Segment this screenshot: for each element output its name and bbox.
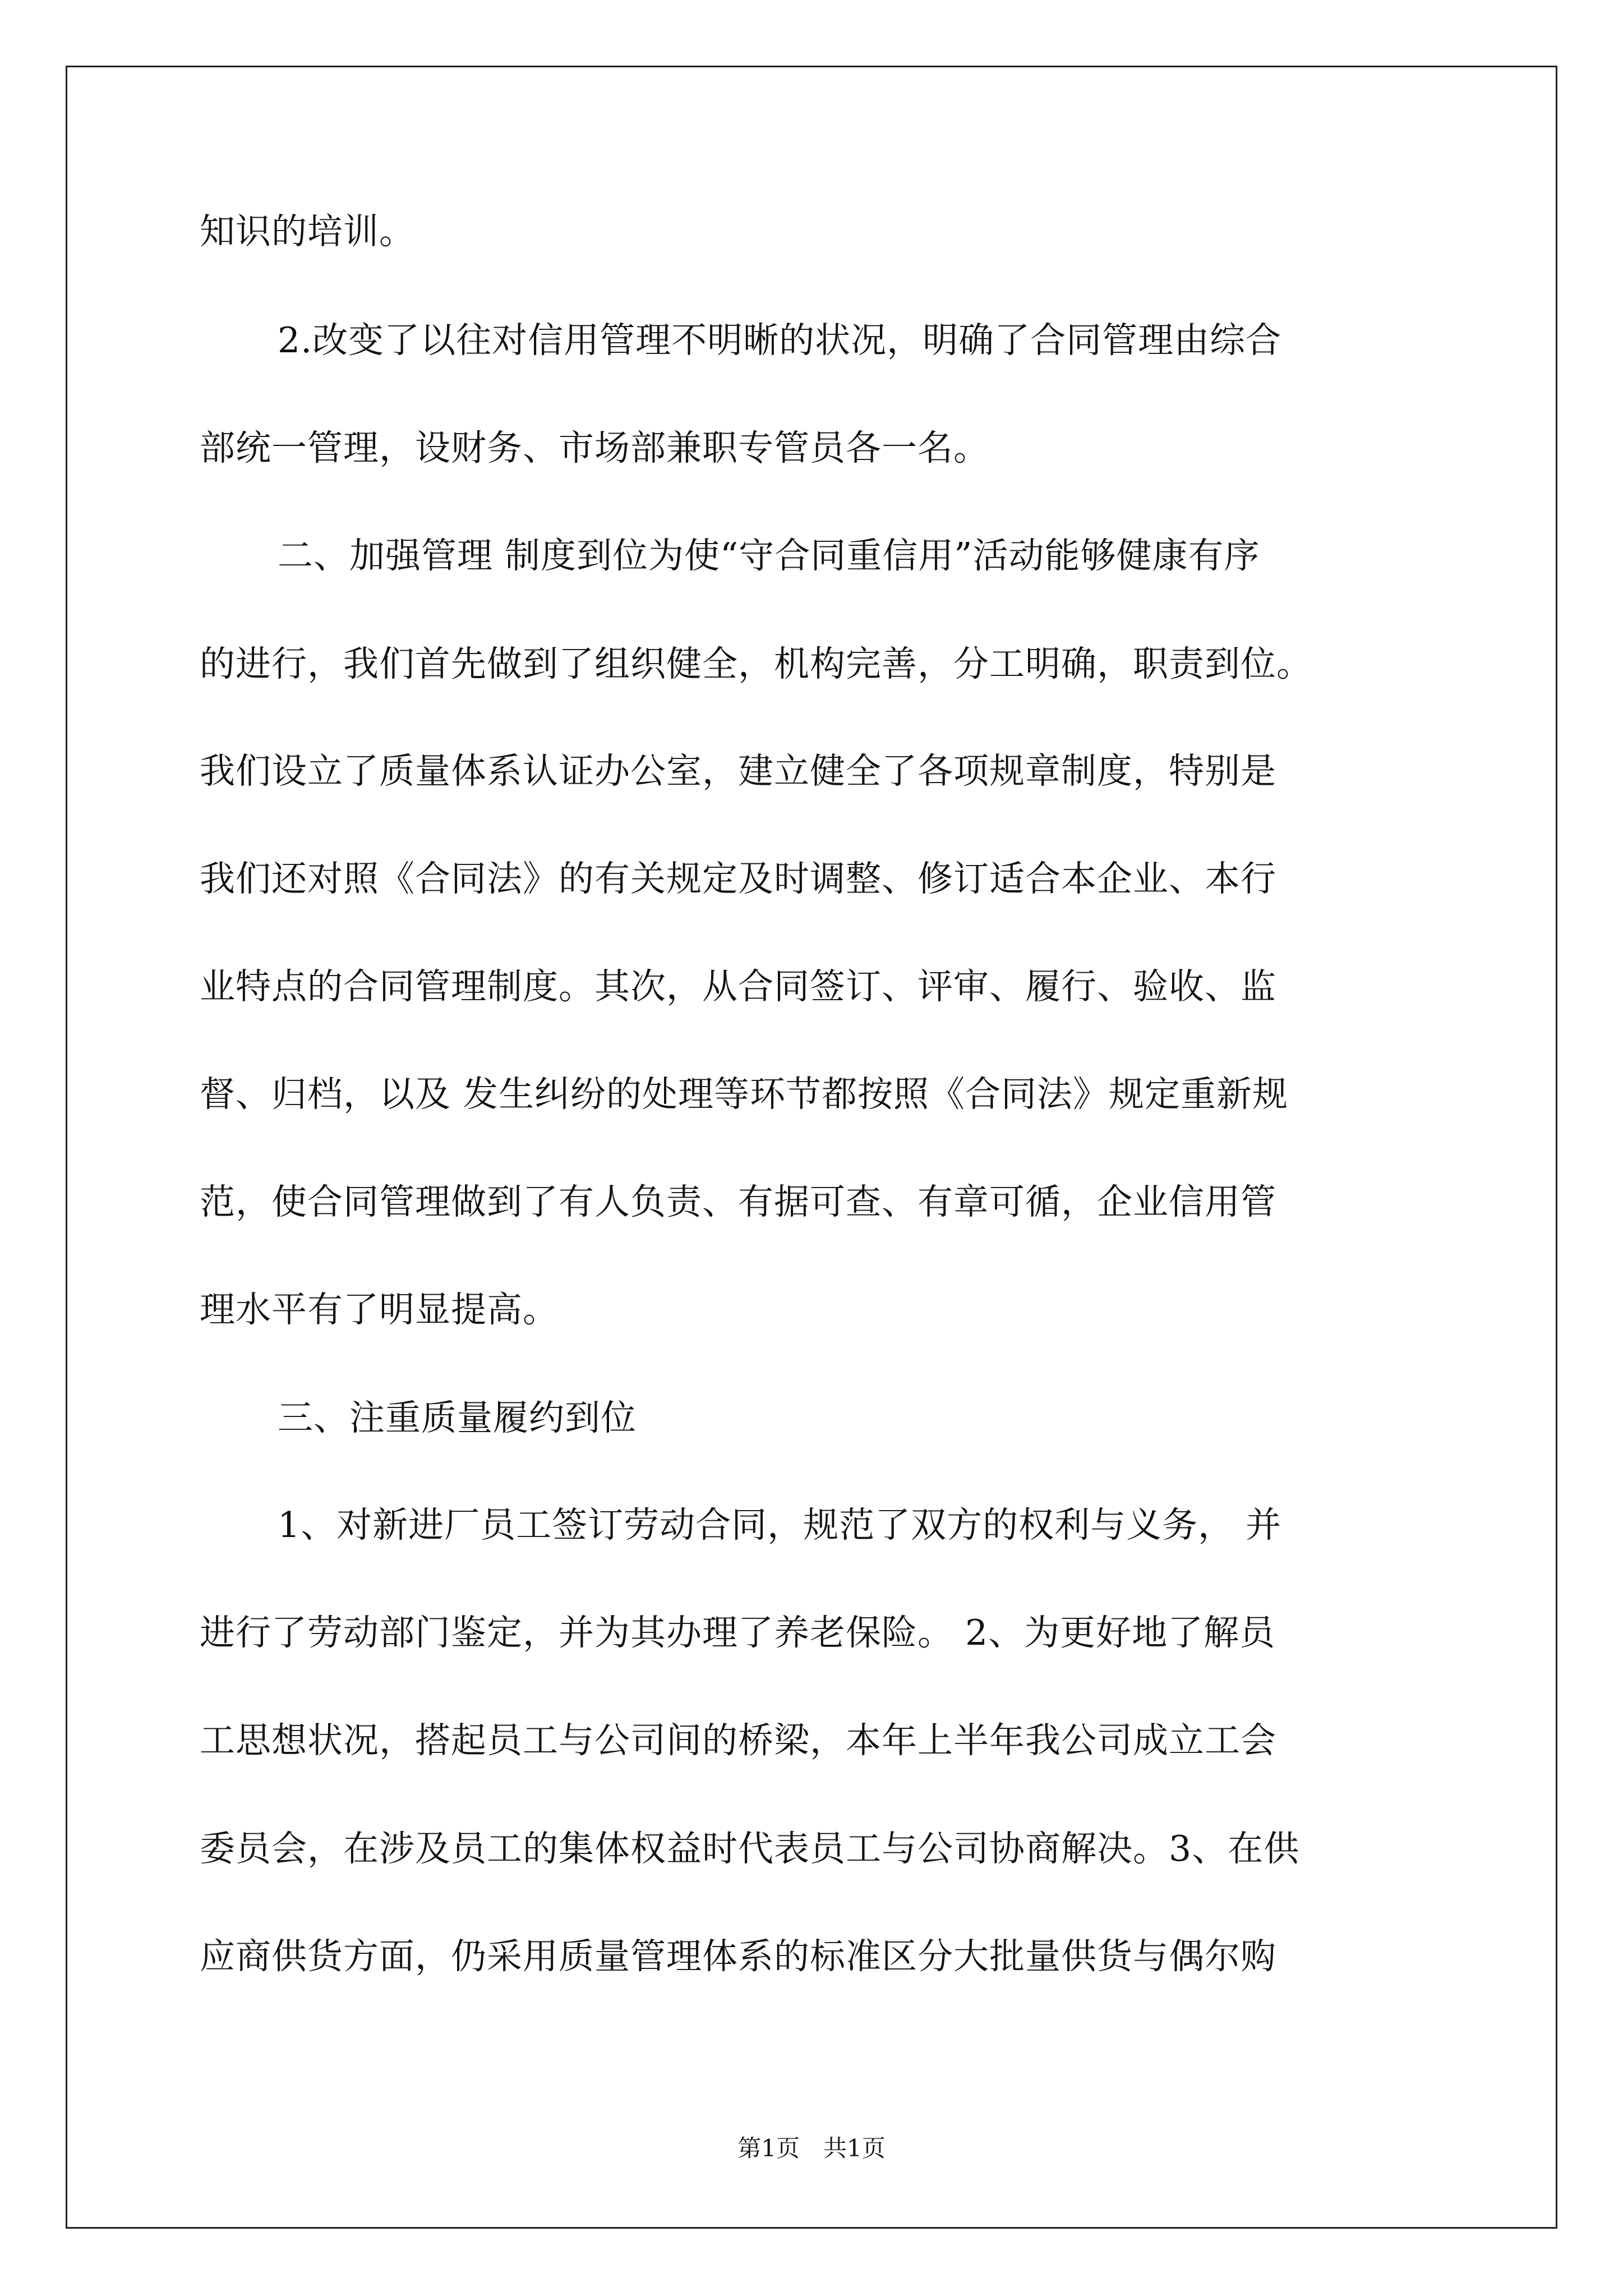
text-line: 部统一管理，设财务、市场部兼职专管员各一名。 bbox=[200, 427, 989, 468]
section-heading: 三、注重质量履约到位 bbox=[278, 1397, 637, 1438]
text-line: 1、对新进厂员工签订劳动合同，规范了双方的权利与义务， 并 bbox=[278, 1504, 1282, 1545]
text-line: 业特点的合同管理制度。其次，从合同签订、评审、履行、验收、监 bbox=[200, 966, 1276, 1007]
text-line: 二、加强管理 制度到位为使“守合同重信用”活动能够健康有序 bbox=[278, 535, 1260, 576]
page-border bbox=[66, 66, 1557, 2229]
text-line: 的进行，我们首先做到了组织健全，机构完善，分工明确，职责到位。 bbox=[200, 643, 1312, 684]
text-line: 进行了劳动部门鉴定，并为其办理了养老保险。 2、为更好地了解员 bbox=[200, 1612, 1276, 1653]
text-line: 范，使合同管理做到了有人负责、有据可查、有章可循，企业信用管 bbox=[200, 1181, 1276, 1222]
text-line: 督、归档，以及 发生纠纷的处理等环节都按照《合同法》规定重新规 bbox=[200, 1074, 1289, 1115]
text-line: 2.改变了以往对信用管理不明晰的状况，明确了合同管理由综合 bbox=[278, 320, 1282, 361]
text-line: 我们设立了质量体系认证办公室，建立健全了各项规章制度，特别是 bbox=[200, 751, 1276, 792]
text-line: 知识的培训。 bbox=[200, 211, 415, 252]
text-line: 理水平有了明显提高。 bbox=[200, 1289, 559, 1330]
text-line: 我们还对照《合同法》的有关规定及时调整、修订适合本企业、本行 bbox=[200, 858, 1276, 899]
text-line: 工思想状况，搭起员工与公司间的桥梁，本年上半年我公司成立工会 bbox=[200, 1720, 1276, 1761]
page-footer: 第1页 共1页 bbox=[737, 2134, 886, 2162]
text-line: 应商供货方面，仍采用质量管理体系的标准区分大批量供货与偶尔购 bbox=[200, 1936, 1276, 1977]
text-line: 委员会，在涉及员工的集体权益时代表员工与公司协商解决。3、在供 bbox=[200, 1828, 1300, 1869]
